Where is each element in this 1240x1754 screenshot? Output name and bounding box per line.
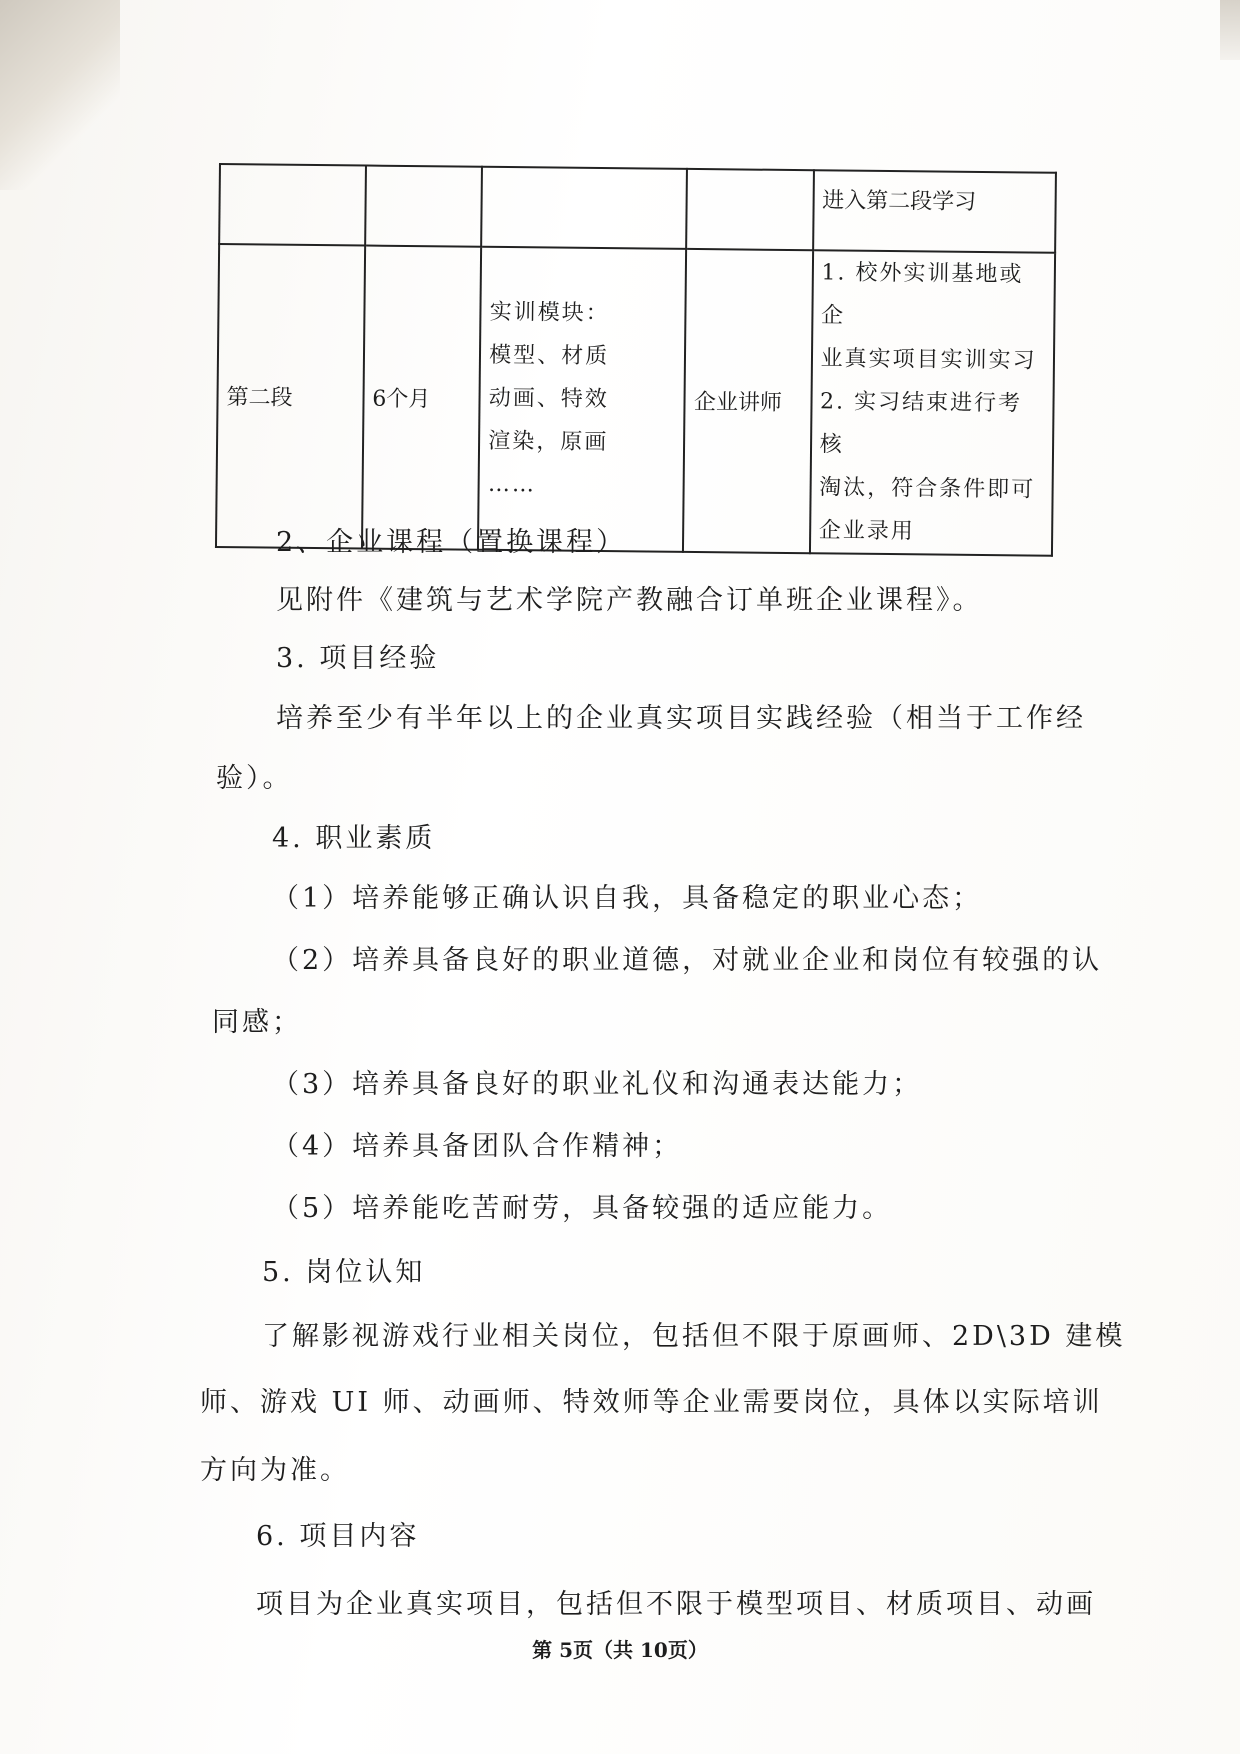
duration-cell: 6个月 xyxy=(362,246,482,550)
section-heading: 6. 项目内容 xyxy=(256,1521,420,1552)
instructor-cell: 企业讲师 xyxy=(683,249,812,553)
list-item: （4）培养具备团队合作精神； xyxy=(272,1131,683,1162)
module-line: 实训模块： xyxy=(489,299,610,327)
table-cell: 进入第二段学习 xyxy=(813,170,1056,253)
paragraph: 师、游戏 UI 师、动画师、特效师等企业需要岗位，具体以实际培训 xyxy=(200,1387,1103,1418)
module-line: …… xyxy=(487,471,537,498)
list-item: （2）培养具备良好的职业道德，对就业企业和岗位有较强的认 xyxy=(272,945,1103,976)
requirement-line: 业真实项目实训实习 xyxy=(820,346,1037,374)
list-item: （1）培养能够正确认识自我，具备稳定的职业心态； xyxy=(272,883,983,914)
requirement-line: 2. 实习结束进行考核 xyxy=(819,389,1023,458)
paragraph: 方向为准。 xyxy=(200,1455,350,1486)
list-item: （5）培养能吃苦耐劳，具备较强的适应能力。 xyxy=(272,1193,893,1224)
paragraph: 培养至少有半年以上的企业真实项目实践经验（相当于工作经 xyxy=(276,703,1086,734)
section-heading: 2、企业课程（置换课程） xyxy=(276,527,627,558)
paragraph: 项目为企业真实项目，包括但不限于模型项目、材质项目、动画 xyxy=(256,1589,1096,1620)
page-number: 第 5页（共 10页） xyxy=(532,1638,708,1662)
list-item: （3）培养具备良好的职业礼仪和沟通表达能力； xyxy=(272,1069,923,1100)
section-heading: 4. 职业素质 xyxy=(272,823,436,854)
section-heading: 5. 岗位认知 xyxy=(262,1257,426,1288)
requirement-line: 企业录用 xyxy=(818,518,915,545)
requirement-line: 淘汰，符合条件即可 xyxy=(819,475,1036,503)
list-item: 同感； xyxy=(212,1007,302,1038)
paragraph: 了解影视游戏行业相关岗位，包括但不限于原画师、2D\3D 建模 xyxy=(262,1321,1126,1352)
paragraph: 验）。 xyxy=(216,763,293,794)
paragraph: 见附件《建筑与艺术学院产教融合订单班企业课程》。 xyxy=(276,585,983,616)
module-line: 模型、材质 xyxy=(489,342,610,370)
module-line: 动画、特效 xyxy=(488,385,609,413)
module-line: 渲染，原画 xyxy=(488,428,609,456)
requirement-line: 1. 校外实训基地或企 xyxy=(820,260,1024,329)
stage-cell: 第二段 xyxy=(216,244,365,549)
section-heading: 3. 项目经验 xyxy=(276,643,440,674)
